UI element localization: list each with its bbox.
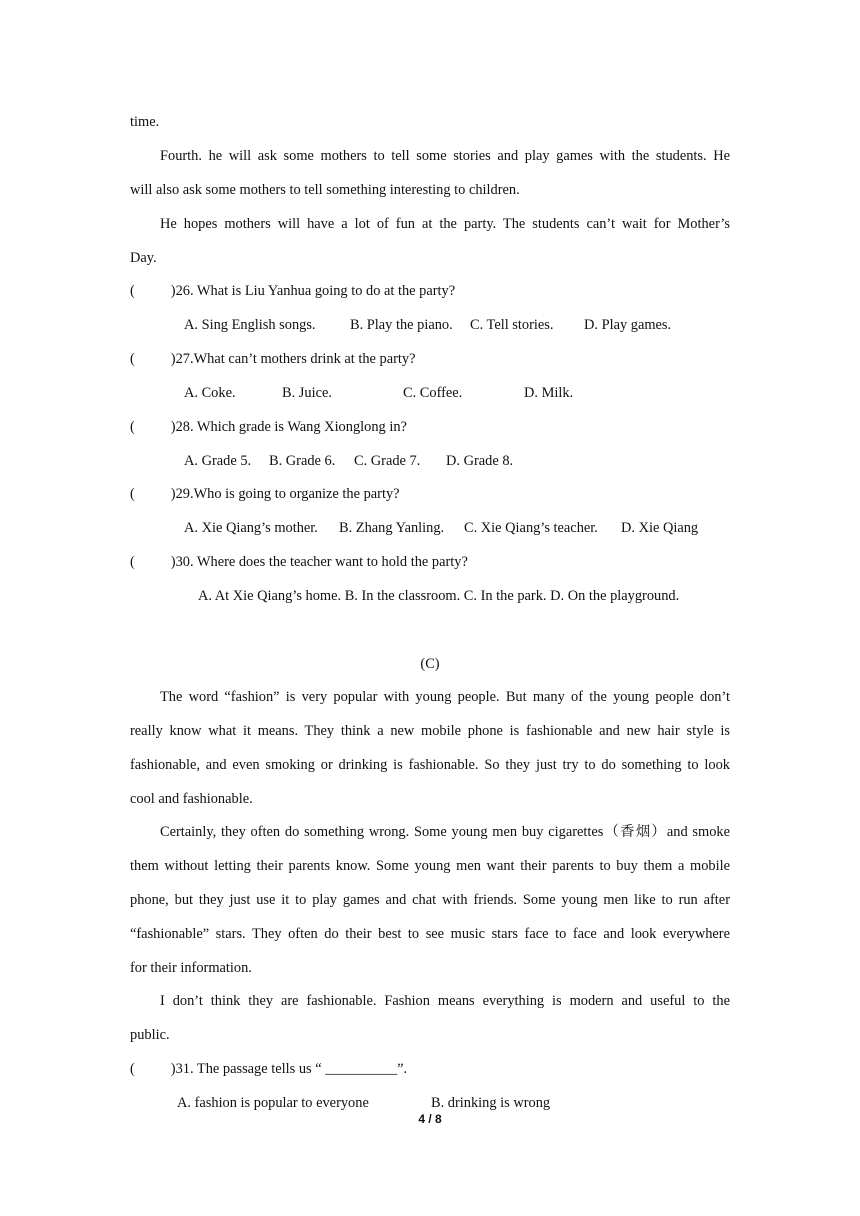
passage-line: fashionable, and even smoking or drinking is fashionable. So they just try to do something to look (130, 757, 730, 773)
option: B. Zhang Yanling. (339, 520, 445, 536)
option: D. Play games. (584, 317, 672, 333)
option: B. Juice. (282, 385, 332, 401)
question-stem: 26. What is Liu Yanhua going to do at the party? (175, 283, 456, 299)
passage-line: “fashionable” stars. They often do their best to see music stars face to face and look everywhere (130, 926, 730, 942)
question-29: ( )29.Who is going to organize the party? (130, 486, 400, 502)
option: C. Tell stories. (470, 317, 554, 333)
option: A. fashion is popular to everyone (177, 1095, 369, 1111)
options-30: A. At Xie Qiang’s home. B. In the classroom. C. In the park. D. On the playground. (198, 588, 680, 604)
option: A. Sing English songs. (184, 317, 316, 333)
options-29 (184, 519, 698, 537)
option: A. Grade 5. (184, 453, 252, 469)
passage-line: really know what it means. They think a new mobile phone is fashionable and new hair style is (130, 723, 730, 739)
options-31 (177, 1094, 550, 1112)
option: C. Xie Qiang’s teacher. (464, 520, 598, 536)
question-stem: 29.Who is going to organize the party? (175, 486, 400, 502)
option: C. Coffee. (403, 385, 463, 401)
option: B. Grade 6. (269, 453, 336, 469)
options-28 (184, 452, 513, 470)
passage-line: them without letting their parents know. Some young men want their parents to buy them a mobile (130, 858, 730, 874)
passage-line: The word “fashion” is very popular with young people. But many of the young people don’t (160, 689, 730, 705)
option: D. Xie Qiang (621, 520, 699, 536)
question-31: ( )31. The passage tells us “ __________”. (130, 1061, 408, 1077)
question-26: ( )26. What is Liu Yanhua going to do at the party? (130, 283, 456, 299)
option: D. Grade 8. (446, 453, 514, 469)
option: A. Xie Qiang’s mother. (184, 520, 318, 536)
option: B. drinking is wrong (431, 1095, 551, 1111)
page-number: 4 / 8 (418, 1112, 442, 1126)
passage-line: He hopes mothers will have a lot of fun at the party. The students can’t wait for Mother’s (160, 216, 730, 232)
question-stem: 28. Which grade is Wang Xionglong in? (175, 419, 407, 435)
option: D. Milk. (524, 385, 574, 401)
passage-line: Fourth. he will ask some mothers to tell some stories and play games with the students. He (160, 148, 730, 164)
passage-line: I don’t think they are fashionable. Fashion means everything is modern and useful to the (160, 993, 730, 1009)
passage-line: phone, but they just use it to play games and chat with friends. Some young men like to run after (130, 892, 730, 908)
question-27: ( )27.What can’t mothers drink at the party? (130, 351, 416, 367)
question-stem: 27.What can’t mothers drink at the party? (175, 351, 416, 367)
passage-line: will also ask some mothers to tell something interesting to children. (130, 182, 520, 198)
passage-line: for their information. (130, 960, 252, 976)
option: B. Play the piano. (350, 317, 453, 333)
passage-line: cool and fashionable. (130, 791, 253, 807)
passage-line: public. (130, 1027, 170, 1043)
question-30: ( )30. Where does the teacher want to hold the party? (130, 554, 468, 570)
options-26 (184, 316, 671, 334)
passage-line: Certainly, they often do something wrong. Some young men buy cigarettes（香烟）and smoke (160, 824, 730, 840)
options-27 (184, 384, 573, 402)
question-stem: 30. Where does the teacher want to hold the party? (175, 554, 468, 570)
section-heading: (C) (420, 656, 440, 672)
question-stem: 31. The passage tells us “ __________”. (175, 1061, 408, 1077)
option: A. Coke. (184, 385, 236, 401)
question-28: ( )28. Which grade is Wang Xionglong in? (130, 419, 407, 435)
passage-line: time. (130, 114, 160, 130)
passage-line: Day. (130, 250, 157, 266)
option: C. Grade 7. (354, 453, 421, 469)
